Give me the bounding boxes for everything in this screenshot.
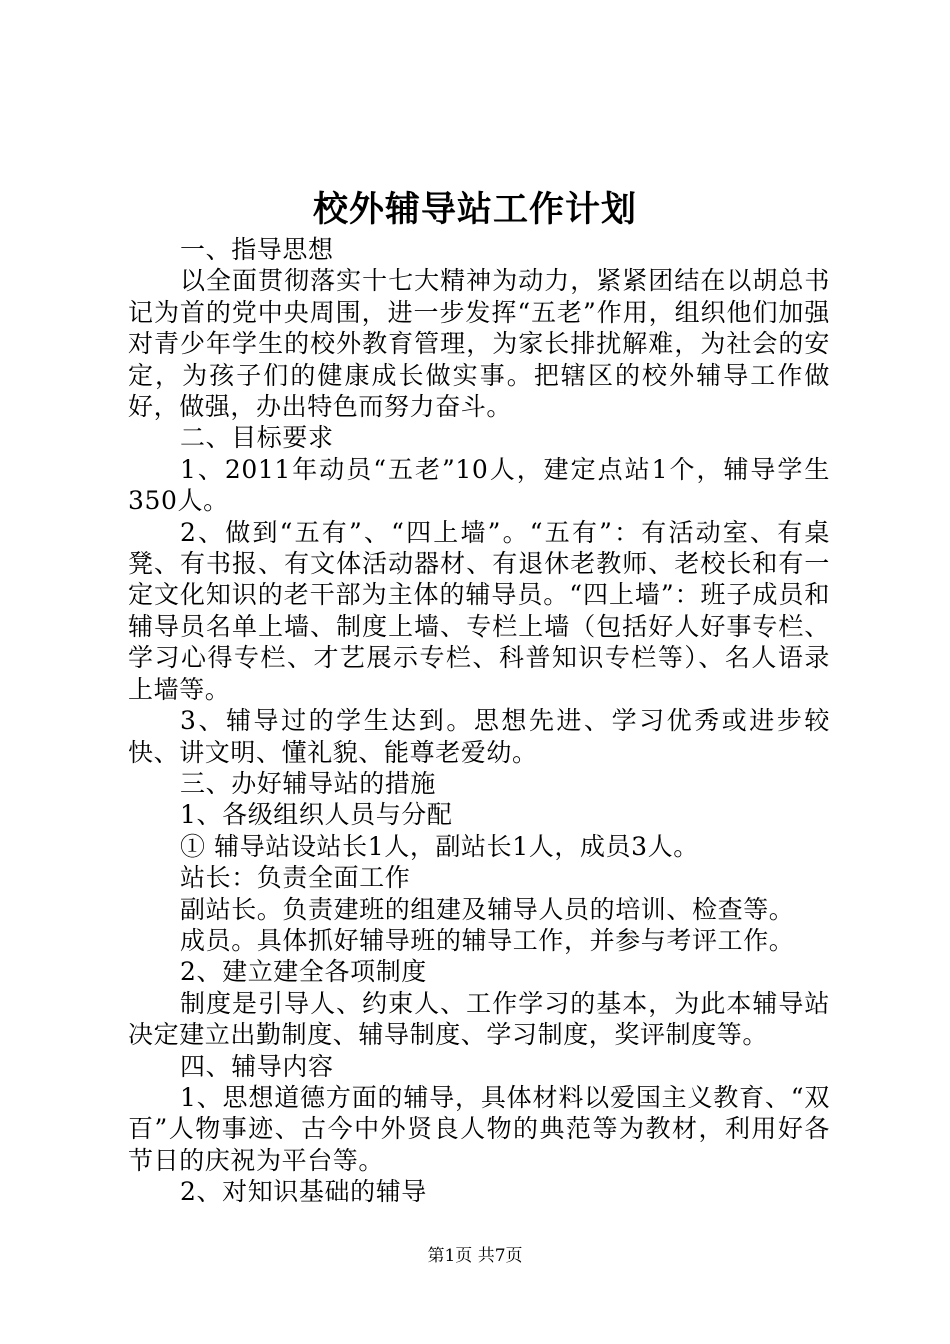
subheading-systems: 2、建立建全各项制度 (180, 957, 427, 987)
section-heading-guiding-thought: 一、指导思想 (180, 235, 334, 264)
paragraph-deputy-head: 副站长。负责建班的组建及辅导人员的培训、检查等。 (180, 894, 795, 924)
section-heading-content: 四、辅导内容 (180, 1051, 334, 1081)
section-heading-goals: 二、目标要求 (180, 423, 334, 453)
paragraph-guiding-thought: 以全面贯彻落实十七大精神为动力，紧紧团结在以胡总书记为首的党中央周围，进一步发挥“五老”作用，组织他们加强对青少年学生的校外教育管理，为家长排扰解难，为社会的安定，为孩子们的健康成长做实事。把辖区的校外辅导工作做好，做强，办出特色而努力奋斗。 (128, 266, 830, 422)
paragraph-station-head: 站长：负责全面工作 (180, 863, 411, 893)
paragraph-moral-guidance: 1、思想道德方面的辅导，具体材料以爱国主义教育、“双百”人物事迹、古今中外贤良人物的典范等为教材，利用好各节日的庆祝为平台等。 (128, 1082, 830, 1175)
document-body (128, 234, 830, 1208)
paragraph-goal-3: 3、辅导过的学生达到。思想先进、学习优秀或进步较快、讲文明、懂礼貌、能尊老爱幼。 (128, 706, 830, 767)
paragraph-staffing: ① 辅导站设站长1人，副站长1人，成员3人。 (180, 831, 699, 861)
section-heading-measures: 三、办好辅导站的措施 (180, 768, 437, 798)
paragraph-members: 成员。具体抓好辅导班的辅导工作，并参与考评工作。 (180, 925, 795, 955)
subheading-organization: 1、各级组织人员与分配 (180, 800, 453, 830)
paragraph-systems: 制度是引导人、约束人、工作学习的基本，为此本辅导站决定建立出勤制度、辅导制度、学习制度，奖评制度等。 (128, 988, 830, 1050)
paragraph-goal-2: 2、做到“五有”、“四上墙”。“五有”：有活动室、有桌凳、有书报、有文体活动器材、有退休老教师、老校长和有一定文化知识的老干部为主体的辅导员。“四上墙”：班子成员和辅导员名单上墙、制度上墙、专栏上墙（包括好人好事专栏、学习心得专栏、才艺展示专栏、科普知识专栏等）、名人语录上墙等。 (128, 517, 830, 704)
paragraph-knowledge-guidance: 2、对知识基础的辅导 (180, 1177, 427, 1207)
paragraph-goal-1: 1、2011年动员“五老”10人，建定点站1个，辅导学生350人。 (128, 454, 830, 516)
page-footer: 第1页 共7页 (427, 1246, 523, 1266)
document-title: 校外辅导站工作计划 (312, 189, 637, 230)
